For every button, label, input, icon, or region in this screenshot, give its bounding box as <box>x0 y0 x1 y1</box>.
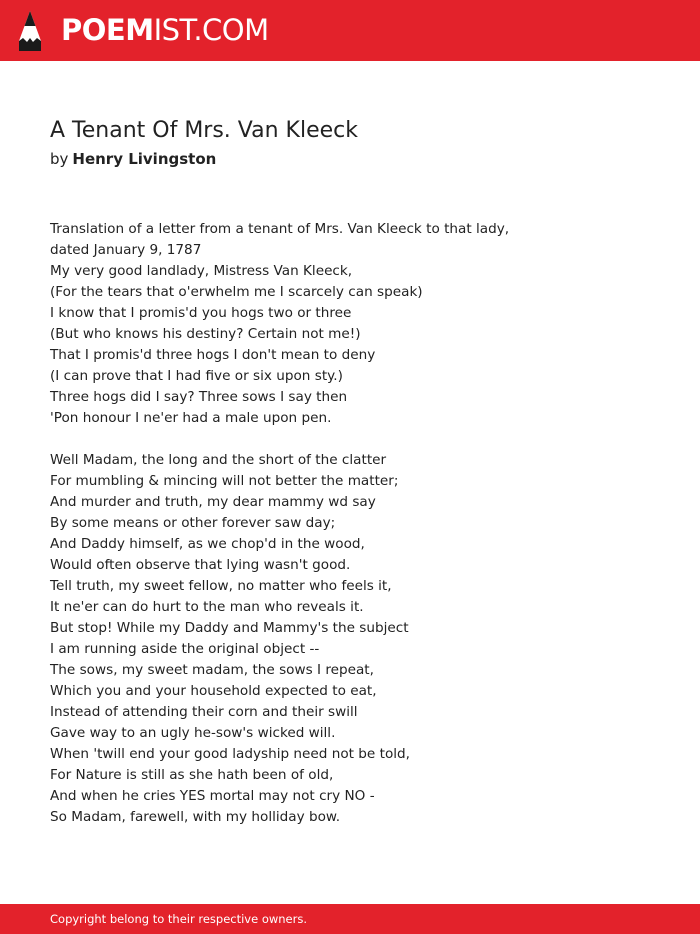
poem-line: Gave way to an ugly he-sow's wicked will. <box>50 725 336 741</box>
poem-line: For Nature is still as she hath been of old, <box>50 767 334 783</box>
poem-line: When 'twill end your good ladyship need not be told, <box>50 746 410 762</box>
pencil-tip-icon <box>18 10 42 52</box>
site-logo[interactable] <box>61 13 269 47</box>
poem-line: It ne'er can do hurt to the man who reveals it. <box>50 599 364 615</box>
poem-line: The sows, my sweet madam, the sows I repeat, <box>50 662 374 678</box>
poem-line: Instead of attending their corn and their swill <box>50 704 358 720</box>
poem-line: (For the tears that o'erwhelm me I scarcely can speak) <box>50 284 423 300</box>
poem-line: Well Madam, the long and the short of the clatter <box>50 452 387 468</box>
poem-line: But stop! While my Daddy and Mammy's the subject <box>50 620 409 636</box>
poem-line: That I promis'd three hogs I don't mean to deny <box>50 347 376 363</box>
author-name: Henry Livingston <box>72 150 217 168</box>
poem-line: My very good landlady, Mistress Van Kleeck, <box>50 263 353 279</box>
poem-body <box>50 219 670 828</box>
poem-line: I know that I promis'd you hogs two or three <box>50 305 352 321</box>
poem-line: (But who knows his destiny? Certain not me!) <box>50 326 361 342</box>
stanza-break <box>50 429 670 450</box>
poem-line: Tell truth, my sweet fellow, no matter who feels it, <box>50 578 392 594</box>
poem-line: And murder and truth, my dear mammy wd say <box>50 494 376 510</box>
byline <box>50 149 216 169</box>
logo-bold: POEM <box>61 13 154 47</box>
poem-line: (I can prove that I had five or six upon sty.) <box>50 368 343 384</box>
copyright-text: Copyright belong to their respective owners. <box>50 912 308 926</box>
logo-light: IST.COM <box>153 13 269 47</box>
poem-title: A Tenant Of Mrs. Van Kleeck <box>50 118 358 143</box>
poem-line: Would often observe that lying wasn't good. <box>50 557 351 573</box>
poem-line: So Madam, farewell, with my holliday bow. <box>50 809 341 825</box>
poem-line: dated January 9, 1787 <box>50 242 202 258</box>
poem-line: Translation of a letter from a tenant of Mrs. Van Kleeck to that lady, <box>50 221 510 237</box>
poem-line: Three hogs did I say? Three sows I say then <box>50 389 348 405</box>
poem-line: For mumbling & mincing will not better the matter; <box>50 473 399 489</box>
poem-line: I am running aside the original object -- <box>50 641 320 657</box>
site-footer <box>0 904 700 934</box>
poem-line: And when he cries YES mortal may not cry NO - <box>50 788 375 804</box>
poem-line: Which you and your household expected to eat, <box>50 683 377 699</box>
poem-line: By some means or other forever saw day; <box>50 515 336 531</box>
by-label: by <box>50 150 69 168</box>
poem-line: And Daddy himself, as we chop'd in the wood, <box>50 536 365 552</box>
site-header <box>0 0 700 61</box>
poem-line: 'Pon honour I ne'er had a male upon pen. <box>50 410 332 426</box>
